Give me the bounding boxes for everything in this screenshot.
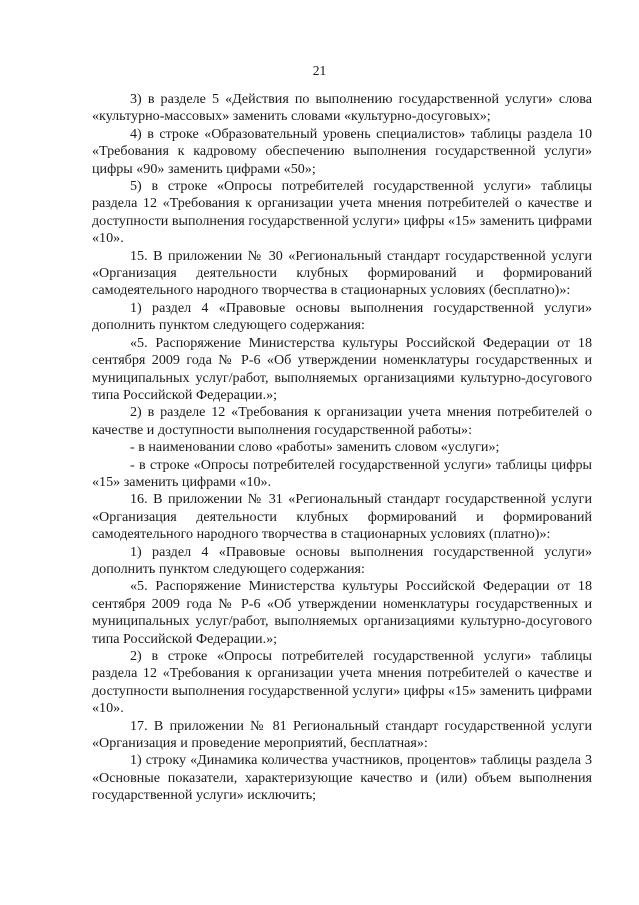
paragraph: 16. В приложении № 31 «Региональный стандарт государственной услуги «Организация деятельности клубных формирований и формирований самодеятельного народного творчества в стационарных условиях (платно)»:: [92, 491, 592, 543]
paragraph: «5. Распоряжение Министерства культуры Российской Федерации от 18 сентября 2009 года № Р-6 «Об утверждении номенклатуры государственных и муниципальных услуг/работ, выполняемых организациями культурно-досугового типа Российской Федерации.»;: [92, 334, 592, 403]
paragraph: 5) в строке «Опросы потребителей государственной услуги» таблицы раздела 12 «Требования к организации учета мнения потребителей о качестве и доступности выполнения государственной услуги» цифры «15» заменить цифрами «10».: [92, 178, 592, 247]
paragraph: 3) в разделе 5 «Действия по выполнению государственной услуги» слова «культурно-массовых» заменить словами «культурно-досуговых»;: [92, 91, 592, 125]
paragraph: - в строке «Опросы потребителей государственной услуги» таблицы цифры «15» заменить цифрами «10».: [92, 456, 592, 490]
paragraph: «5. Распоряжение Министерства культуры Российской Федерации от 18 сентября 2009 года № Р-6 «Об утверждении номенклатуры государственных и муниципальных услуг/работ, выполняемых организациями культурно-досугового типа Российской Федерации.»;: [92, 578, 592, 647]
paragraph: 4) в строке «Образовательный уровень специалистов» таблицы раздела 10 «Требования к кадровому обеспечению выполнения государственной услуги» цифры «90» заменить цифрами «50»;: [92, 125, 592, 177]
paragraph: 1) строку «Динамика количества участников, процентов» таблицы раздела 3 «Основные показатели, характеризующие качество и (или) объем выполнения государственной услуги» исключить;: [92, 752, 592, 804]
paragraph: 15. В приложении № 30 «Региональный стандарт государственной услуги «Организация деятельности клубных формирований и формирований самодеятельного народного творчества в стационарных условиях (бесплатно)»:: [92, 247, 592, 299]
paragraph: 17. В приложении № 81 Региональный стандарт государственной услуги «Организация и проведение мероприятий, бесплатная»:: [92, 717, 592, 752]
paragraph: 2) в разделе 12 «Требования к организации учета мнения потребителей о качестве и доступности выполнения государственной работы»:: [92, 404, 592, 438]
paragraph: 1) раздел 4 «Правовые основы выполнения государственной услуги» дополнить пунктом следующего содержания:: [92, 299, 592, 334]
page-number: 21: [312, 63, 327, 78]
paragraph: - в наименовании слово «работы» заменить словом «услуги»;: [130, 439, 500, 456]
document-body: [92, 91, 592, 805]
paragraph: 2) в строке «Опросы потребителей государственной услуги» таблицы раздела 12 «Требования к организации учета мнения потребителей о качестве и доступности выполнения государственной услуги» цифры «15» заменить цифрами «10».: [92, 648, 592, 717]
paragraph: 1) раздел 4 «Правовые основы выполнения государственной услуги» дополнить пунктом следующего содержания:: [92, 543, 592, 577]
